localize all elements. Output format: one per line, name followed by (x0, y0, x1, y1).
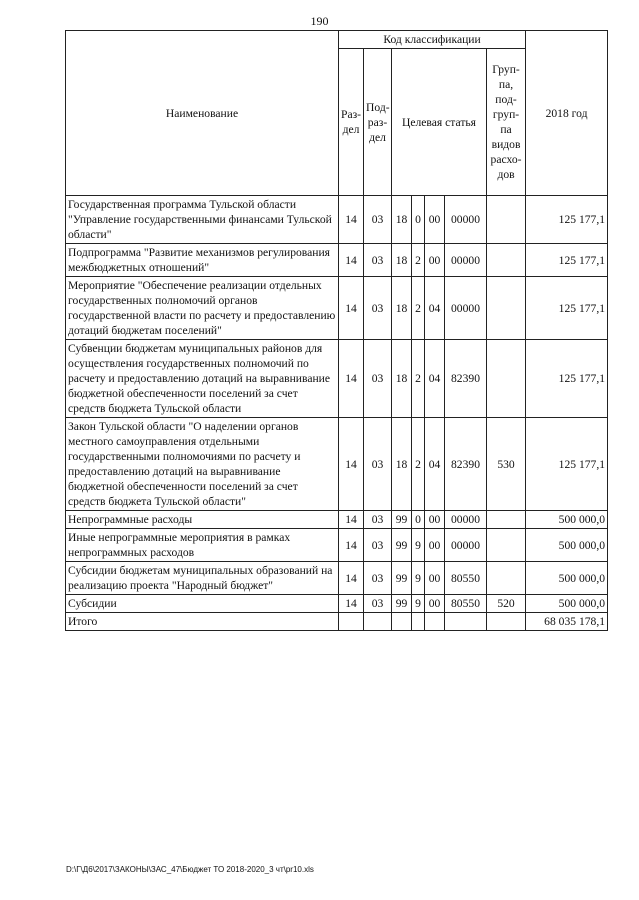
row-target-direction: 00000 (445, 277, 487, 340)
row-section: 14 (339, 562, 364, 595)
row-section: 14 (339, 529, 364, 562)
row-section: 14 (339, 511, 364, 529)
row-target-program: 99 (392, 595, 412, 613)
row-target-subprogram: 2 (412, 244, 425, 277)
row-expense-group (487, 511, 526, 529)
table-row (66, 562, 608, 595)
header-section: Раз- дел (339, 49, 364, 196)
header-name: Наименование (66, 31, 339, 196)
row-amount: 125 177,1 (526, 277, 608, 340)
row-amount: 500 000,0 (526, 529, 608, 562)
row-expense-group (487, 244, 526, 277)
row-subsection: 03 (364, 340, 392, 418)
row-amount: 125 177,1 (526, 196, 608, 244)
row-target-direction: 00000 (445, 529, 487, 562)
row-amount: 500 000,0 (526, 562, 608, 595)
row-target-subprogram: 9 (412, 595, 425, 613)
header-subsection: Под- раз- дел (364, 49, 392, 196)
row-name: Непрограммные расходы (66, 511, 339, 529)
row-target-subprogram: 9 (412, 562, 425, 595)
table-row (66, 340, 608, 418)
total-row (66, 613, 608, 631)
row-name: Иные непрограммные мероприятия в рамках непрограммных расходов (66, 529, 339, 562)
row-target-activity: 00 (425, 562, 445, 595)
row-section: 14 (339, 196, 364, 244)
header-expense-group: Груп- па, под- груп- па видов расхо- дов (487, 49, 526, 196)
row-target-subprogram: 9 (412, 529, 425, 562)
row-expense-group (487, 340, 526, 418)
table-row (66, 595, 608, 613)
row-name: Субсидии бюджетам муниципальных образований на реализацию проекта "Народный бюджет" (66, 562, 339, 595)
table-row (66, 529, 608, 562)
row-subsection: 03 (364, 244, 392, 277)
table-row (66, 244, 608, 277)
row-subsection: 03 (364, 418, 392, 511)
table-row (66, 418, 608, 511)
row-expense-group: 530 (487, 418, 526, 511)
row-expense-group: 520 (487, 595, 526, 613)
row-target-activity: 00 (425, 511, 445, 529)
row-amount: 125 177,1 (526, 340, 608, 418)
header-target-article: Целевая статья (392, 49, 487, 196)
row-target-direction: 00000 (445, 244, 487, 277)
table-row (66, 277, 608, 340)
row-section: 14 (339, 277, 364, 340)
row-target-program: 18 (392, 340, 412, 418)
row-subsection: 03 (364, 595, 392, 613)
row-name: Закон Тульской области "О наделении органов местного самоуправления отдельными государственными полномочиями по расчету и предоставлению дотаций на выравнивание бюджетной обеспеченности поселений за счет средств бюджета Тульской области" (66, 418, 339, 511)
row-section: 14 (339, 340, 364, 418)
row-name: Субсидии (66, 595, 339, 613)
row-expense-group (487, 529, 526, 562)
row-section: 14 (339, 244, 364, 277)
row-target-program: 18 (392, 244, 412, 277)
row-amount: 500 000,0 (526, 595, 608, 613)
row-target-direction: 00000 (445, 196, 487, 244)
file-path: D:\Г\Д6\2017\ЗАКОНЫ\ЗАС_47\Бюджет ТО 2018-2020_3 чт\pr10.xls (66, 865, 314, 874)
table-row (66, 196, 608, 244)
row-target-subprogram: 2 (412, 418, 425, 511)
budget-table (65, 30, 608, 631)
row-amount: 500 000,0 (526, 511, 608, 529)
total-amount: 68 035 178,1 (526, 613, 608, 631)
table-row (66, 511, 608, 529)
row-section: 14 (339, 418, 364, 511)
row-target-activity: 04 (425, 340, 445, 418)
row-target-program: 99 (392, 529, 412, 562)
row-target-direction: 80550 (445, 562, 487, 595)
row-expense-group (487, 277, 526, 340)
row-target-subprogram: 2 (412, 340, 425, 418)
row-target-activity: 00 (425, 595, 445, 613)
page-number: 190 (310, 14, 329, 28)
table-header (66, 31, 608, 196)
header-classification: Код классификации (339, 31, 526, 49)
row-target-activity: 00 (425, 244, 445, 277)
row-section: 14 (339, 595, 364, 613)
row-target-subprogram: 0 (412, 196, 425, 244)
row-amount: 125 177,1 (526, 418, 608, 511)
row-target-activity: 04 (425, 418, 445, 511)
row-target-program: 99 (392, 562, 412, 595)
row-subsection: 03 (364, 511, 392, 529)
row-target-direction: 00000 (445, 511, 487, 529)
header-year: 2018 год (526, 31, 608, 196)
row-target-program: 18 (392, 418, 412, 511)
table-body (66, 196, 608, 613)
row-subsection: 03 (364, 277, 392, 340)
row-name: Государственная программа Тульской области "Управление государственными финансами Тульской области" (66, 196, 339, 244)
row-subsection: 03 (364, 196, 392, 244)
row-target-program: 99 (392, 511, 412, 529)
row-target-subprogram: 2 (412, 277, 425, 340)
row-target-direction: 82390 (445, 340, 487, 418)
row-target-program: 18 (392, 196, 412, 244)
row-amount: 125 177,1 (526, 244, 608, 277)
row-name: Мероприятие "Обеспечение реализации отдельных государственных полномочий органов государственной власти по расчету и предоставлению дотаций бюджетам поселений" (66, 277, 339, 340)
row-target-direction: 80550 (445, 595, 487, 613)
row-name: Подпрограмма "Развитие механизмов регулирования межбюджетных отношений" (66, 244, 339, 277)
row-target-program: 18 (392, 277, 412, 340)
row-subsection: 03 (364, 529, 392, 562)
row-target-activity: 00 (425, 529, 445, 562)
row-expense-group (487, 196, 526, 244)
row-target-subprogram: 0 (412, 511, 425, 529)
row-name: Субвенции бюджетам муниципальных районов для осуществления государственных полномочий по расчету и предоставлению дотаций на выравнивание бюджетной обеспеченности поселений за счет средств бюджета Тульской области (66, 340, 339, 418)
row-target-direction: 82390 (445, 418, 487, 511)
row-subsection: 03 (364, 562, 392, 595)
row-target-activity: 04 (425, 277, 445, 340)
row-target-activity: 00 (425, 196, 445, 244)
total-label: Итого (66, 613, 339, 631)
row-expense-group (487, 562, 526, 595)
